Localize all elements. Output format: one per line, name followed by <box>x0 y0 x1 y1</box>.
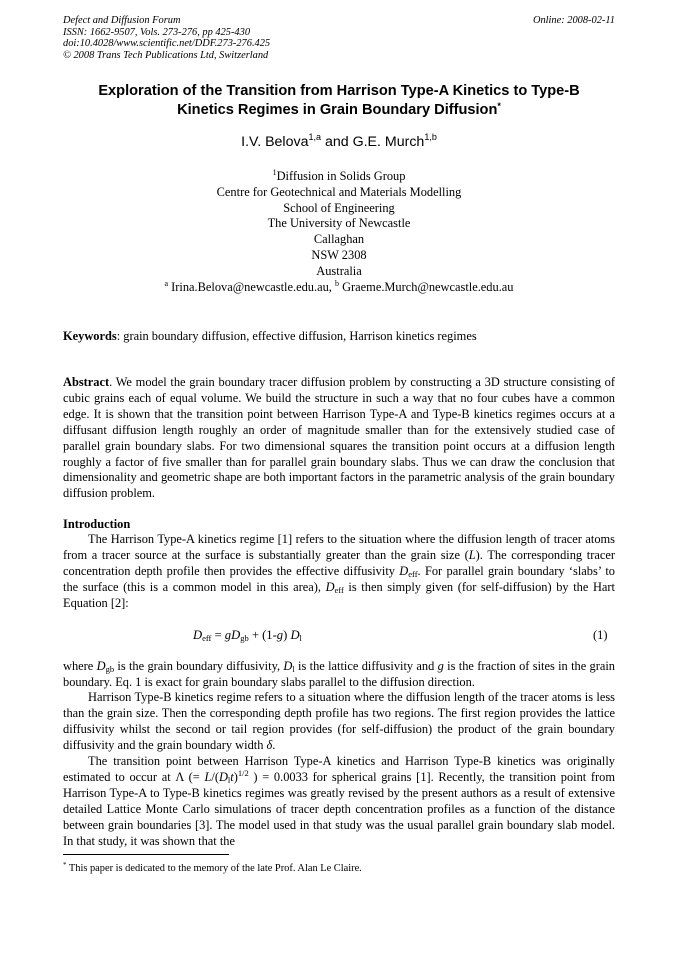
p1-eff-sub: eff <box>408 568 418 579</box>
affil-line-7: Australia <box>316 263 362 278</box>
p1-text-c: . For parallel grain boundary ‘slabs’ to the surface (this is a common model in this area), <box>63 563 615 594</box>
author-2-affil: 1,b <box>424 132 437 142</box>
p4-text-a: The transition point between Harrison Type-A kinetics and Harrison Type-B kinetics was originally estimated to occur at Λ (= <box>63 754 615 784</box>
abstract-text: . We model the grain boundary tracer diffusion problem by constructing a 3D structure consisting of cubic grains each of equal volume. We build the structure in such a way that no four cubes have a common edge. It is shown that the transition point between Harrison Type-A and Type-B kinetics regimes occurs at a diffusant diffusion length roughly an order of magnitude smaller than for the extensively studied case of parallel grain boundary slabs. For two dimensional squares the transition point occurs at a diffusion length roughly a factor of five smaller than for parallel grain boundary slabs. Thus we can draw the conclusion that dimensionality and geometric shape are both important factors in the parametric analysis of the grain boundary diffusion problem. <box>63 375 615 501</box>
eq-Dl: D <box>290 628 300 642</box>
eq-mid: + (1- <box>248 628 277 642</box>
abstract-label: Abstract <box>63 375 110 389</box>
p1-eff-sub-2: eff <box>334 584 344 595</box>
abstract <box>63 375 615 502</box>
p4-close: ) <box>233 769 238 784</box>
affil-line-3: School of Engineering <box>283 200 395 215</box>
eq-gb-sub: gb <box>240 633 249 643</box>
footnote-mark: * <box>63 861 67 869</box>
authors <box>50 134 628 150</box>
title-footnote-mark: * <box>497 101 501 111</box>
p1-text-a: The Harrison Type-A kinetics regime [1] refers to the situation where the diffusion length of tracer atoms from a tracer source at the surface is substantially greater than the grain size ( <box>63 532 615 562</box>
email-belova[interactable]: Irina.Belova@newcastle.edu.au, <box>171 279 332 294</box>
p1-D: D <box>399 563 409 578</box>
hart-equation <box>193 628 302 643</box>
p2-D: D <box>96 659 106 673</box>
p2-l-sub: l <box>292 664 295 674</box>
affil-line-5: Callaghan <box>313 232 365 247</box>
affil-sup-1: 1 <box>272 168 277 177</box>
journal-name: Defect and Diffusion Forum <box>63 15 181 26</box>
eq-eff-sub: eff <box>202 633 212 643</box>
eq-mid2: ) <box>283 628 291 642</box>
copyright-line: © 2008 Trans Tech Publications Ltd, Switzerland <box>63 49 269 61</box>
journal-header <box>63 15 615 61</box>
intro-paragraph-4 <box>63 754 615 849</box>
footnote <box>63 863 362 874</box>
email-murch[interactable]: Graeme.Murch@newcastle.edu.au <box>342 279 514 294</box>
email-sup-a: a <box>164 278 169 288</box>
author-1: I.V. Belova <box>241 134 309 150</box>
eq-equals: = <box>211 628 225 642</box>
p2-gb-sub: gb <box>105 664 115 674</box>
doi-line: doi:10.4028/www.scientific.net/DDF.273-276.425 <box>63 38 271 50</box>
p2-text-d: is the fraction of sites in the grain boundary. Eq. 1 is exact for grain boundary slabs parallel to the diffusion direction. <box>63 659 615 689</box>
intro-paragraph-3 <box>63 690 615 754</box>
p3-text-b: . <box>272 737 276 752</box>
p4-exponent: 1/2 <box>237 767 249 778</box>
email-sup-b: b <box>335 278 339 288</box>
p1-text-b: ). The corresponding tracer concentration depth profile then provides the effective diffusivity <box>63 547 615 578</box>
p3-text-a: Harrison Type-B kinetics regime refers to a situation where the diffusion length of the tracer atoms is less than the grain size. Then the corresponding depth profile has two regions. The first region provides the lattice diffusivity whilst the second or tail region provides (for self-diffusion) the product of the grain boundary diffusivity and the grain boundary width <box>63 690 615 752</box>
p3-delta: δ <box>266 737 273 752</box>
affil-line-4: The University of Newcastle <box>267 216 411 231</box>
p2-text-b: is the grain boundary diffusivity, <box>114 659 284 673</box>
paper-title <box>50 82 628 120</box>
p2-text-c: is the lattice diffusivity and <box>294 659 438 673</box>
author-1-affil: 1,a <box>308 132 321 142</box>
p2-g: g <box>437 659 444 673</box>
issn-line: ISSN: 1662-9507, Vols. 273-276, pp 425-430 <box>63 26 251 38</box>
footnote-text: This paper is dedicated to the memory of the late Prof. Alan Le Claire. <box>66 863 362 874</box>
eq-g: g <box>276 628 284 642</box>
keywords-label: Keywords <box>63 329 117 343</box>
p4-slash: /( <box>211 769 219 784</box>
affil-line-1 <box>50 169 628 185</box>
title-line-2 <box>50 101 628 120</box>
affil-emails <box>50 280 628 296</box>
introduction-heading: Introduction <box>63 517 131 531</box>
p4-t: t <box>230 769 234 784</box>
p4-D: D <box>218 769 228 784</box>
keywords-text: : grain boundary diffusion, effective diffusion, Harrison kinetics regimes <box>116 329 477 343</box>
authors-and: and <box>324 134 349 150</box>
title-line-1: Exploration of the Transition from Harrison Type-A Kinetics to Type-B <box>98 83 580 99</box>
intro-paragraph-1 <box>63 532 615 612</box>
p4-L: L <box>204 769 212 784</box>
eq-D: D <box>193 628 203 642</box>
eq-l-sub: l <box>299 633 302 643</box>
author-2: G.E. Murch <box>352 134 425 150</box>
p1-text-d: is then simply given (for self-diffusion) by the Hart Equation [2]: <box>63 579 615 610</box>
affil-line-6: NSW 2308 <box>311 247 367 262</box>
online-date: Online: 2008-02-11 <box>532 15 615 26</box>
affil-group: Diffusion in Solids Group <box>276 169 406 183</box>
keywords <box>63 329 615 344</box>
title-line-2-text: Kinetics Regimes in Grain Boundary Diffusion <box>177 102 498 118</box>
p2-D2: D <box>283 659 293 673</box>
eq-gD: gD <box>224 628 241 642</box>
affiliation-block <box>50 169 628 295</box>
p1-D2: D <box>325 579 335 594</box>
intro-paragraph-2 <box>63 659 615 691</box>
affil-line-2: Centre for Geotechnical and Materials Modelling <box>216 184 462 199</box>
p4-l-sub: l <box>227 774 231 785</box>
p1-L: L <box>468 547 476 562</box>
footnote-rule <box>63 854 229 855</box>
p2-text-a: where <box>63 659 97 673</box>
p4-text-b: ) = 0.0033 for spherical grains [1]. Recently, the transition point from Harrison Type-A to Type-B kinetics regimes was greatly revised by the present authors as a result of extensive detailed Lattice Monte Carlo simulations of tracer depth concentration profiles as a function of the distance between grain boundaries [3]. The model used in that study was the usual parallel grain boundary slab model. In that study, it was shown that the <box>63 769 615 848</box>
equation-number: (1) <box>593 628 608 642</box>
